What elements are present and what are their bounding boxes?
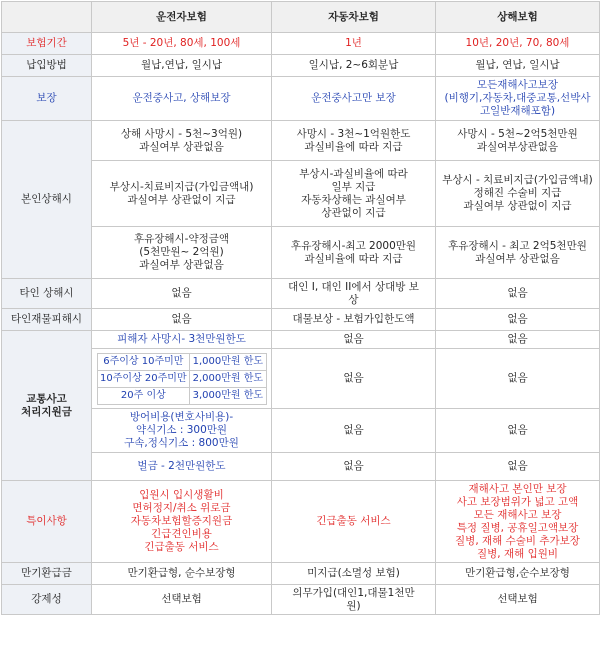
row-label-payment: 납입방법 <box>2 55 92 77</box>
row-special <box>2 481 600 563</box>
row-label-other-injury: 타인 상해시 <box>2 279 92 309</box>
text-line: 후유장해시 - 최고 2억5천만원 <box>448 239 587 252</box>
text-line: 입원시 입시생활비 <box>139 489 224 501</box>
text-line: 긴급출동 서비스 <box>144 541 219 553</box>
row-label-self-injury: 본인상해시 <box>2 121 92 279</box>
row-label-maturity: 만기환급금 <box>2 563 92 585</box>
text-line: 처리지원금 <box>21 405 72 418</box>
cell-maturity-driver: 만기환급형, 순수보장형 <box>92 563 272 585</box>
text-line: 약식기소 : 300만원 <box>135 424 228 436</box>
cell-special-car: 긴급출동 서비스 <box>272 481 436 563</box>
header-injury-insurance: 상해보험 <box>436 2 600 33</box>
cell-injury-period-table <box>92 349 272 409</box>
cell-payment-car: 일시납, 2~6회분납 <box>272 55 436 77</box>
row-self-hurt <box>2 161 600 227</box>
cell-self-disability-car <box>272 227 436 279</box>
cell-other-property-injury: 없음 <box>436 309 600 331</box>
text-line: 구속,정식기소 : 800만원 <box>124 437 239 449</box>
header-car-insurance: 자동차보험 <box>272 2 436 33</box>
cell-accident-injury-3: 없음 <box>436 409 600 453</box>
cell-payment-injury: 월납, 연납, 일시납 <box>436 55 600 77</box>
text-line: 과실여부 상관없음 <box>139 140 224 153</box>
sub-table-row <box>97 353 266 370</box>
coverage-injury-line: 고일반재해포함) <box>479 105 556 117</box>
text-line: 면허정지/취소 위로금 <box>132 502 231 514</box>
cell-self-disability-driver <box>92 227 272 279</box>
cell-mandatory-car <box>272 585 436 615</box>
text-line: (5천만원~ 2억원) <box>139 246 224 258</box>
cell-other-property-driver: 없음 <box>92 309 272 331</box>
text-line: 자동차상해는 과실여부 <box>301 193 406 206</box>
text-line: 질병, 재해 입원비 <box>476 547 558 560</box>
sub-table-row <box>97 387 266 404</box>
text-line: 부상시-과실비율에 따라 <box>299 167 408 180</box>
coverage-injury-line: (비행기,자동차,대중교통,선박사 <box>444 92 591 104</box>
cell-self-death-car <box>272 121 436 161</box>
insurance-comparison-table <box>1 1 600 615</box>
row-accident-fund-2 <box>2 349 600 409</box>
cell-accident-car-4: 없음 <box>272 453 436 481</box>
text-line: 교통사고 <box>26 392 67 405</box>
row-label-other-property: 타인재물피해시 <box>2 309 92 331</box>
row-other-property <box>2 309 600 331</box>
row-self-disability <box>2 227 600 279</box>
text-line: 사고 보장범위가 넓고 고액 <box>456 495 579 508</box>
text-line: 상 <box>348 293 359 306</box>
cell-accident-injury-1: 없음 <box>436 331 600 349</box>
cell-mandatory-injury: 선택보험 <box>436 585 600 615</box>
cell-self-hurt-injury <box>436 161 600 227</box>
cell-fine: 벌금 - 2천만원한도 <box>92 453 272 481</box>
cell-self-death-injury <box>436 121 600 161</box>
cell-accident-car-2: 없음 <box>272 349 436 409</box>
cell-mandatory-driver: 선택보험 <box>92 585 272 615</box>
cell-self-disability-injury <box>436 227 600 279</box>
row-period <box>2 33 600 55</box>
sub-period: 10주이상 20주미만 <box>97 370 190 387</box>
text-line: 재해사고 본인만 보장 <box>468 482 567 495</box>
row-label-mandatory: 강제성 <box>2 585 92 615</box>
row-maturity <box>2 563 600 585</box>
text-line: 방어비용(변호사비용)- <box>129 411 234 423</box>
cell-coverage-injury <box>436 77 600 121</box>
text-line: 일부 지급 <box>331 180 376 193</box>
text-line: 과실여부 상관없이 지급 <box>127 193 236 206</box>
sub-period: 6주이상 10주미만 <box>97 353 190 370</box>
sub-period: 20주 이상 <box>97 387 190 404</box>
row-self-death <box>2 121 600 161</box>
cell-accident-injury-2: 없음 <box>436 349 600 409</box>
cell-other-property-car: 대물보상 - 보험가입한도액 <box>272 309 436 331</box>
text-line: 사망시 - 5천~2억5천만원 <box>457 127 578 140</box>
text-line: 상관없이 지급 <box>321 206 386 219</box>
cell-period-car: 1년 <box>272 33 436 55</box>
text-line: 과실여부상관없음 <box>476 140 559 153</box>
row-accident-fund-3 <box>2 409 600 453</box>
cell-special-driver <box>92 481 272 563</box>
cell-special-injury <box>436 481 600 563</box>
cell-coverage-driver: 운전중사고, 상해보장 <box>92 77 272 121</box>
cell-accident-car-1: 없음 <box>272 331 436 349</box>
cell-self-hurt-car <box>272 161 436 227</box>
text-line: 대인 I, 대인 II에서 상대방 보 <box>288 280 419 293</box>
text-line: 과실비율에 따라 지급 <box>304 140 403 153</box>
cell-maturity-car: 미지급(소멸성 보험) <box>272 563 436 585</box>
text-line: 과실여부 상관없이 지급 <box>463 200 572 212</box>
text-line: 모든 재해사고 보장 <box>473 508 562 521</box>
row-accident-fund-4 <box>2 453 600 481</box>
cell-payment-driver: 월납,연납, 일시납 <box>92 55 272 77</box>
cell-period-injury: 10년, 20년, 70, 80세 <box>436 33 600 55</box>
text-line: 사망시 - 3천~1억원한도 <box>296 127 411 140</box>
text-line: 과실여부 상관없음 <box>139 259 224 271</box>
header-empty <box>2 2 92 33</box>
sub-amount: 2,000만원 한도 <box>190 370 266 387</box>
cell-self-death-driver <box>92 121 272 161</box>
text-line: 자동차보험할증지원금 <box>130 515 233 527</box>
text-line: 과실비율에 따라 지급 <box>304 252 403 265</box>
row-mandatory <box>2 585 600 615</box>
cell-self-hurt-driver <box>92 161 272 227</box>
row-accident-fund-1 <box>2 331 600 349</box>
row-label-coverage: 보장 <box>2 77 92 121</box>
text-line: 부상시 - 치료비지급(가입금액내) <box>442 174 593 186</box>
cell-other-injury-car <box>272 279 436 309</box>
text-line: 긴급견인비용 <box>151 528 212 540</box>
row-payment <box>2 55 600 77</box>
header-row <box>2 2 600 33</box>
text-line: 과실여부 상관없음 <box>475 252 560 265</box>
sub-amount: 3,000만원 한도 <box>190 387 266 404</box>
cell-other-injury-injury: 없음 <box>436 279 600 309</box>
text-line: 후유장해시-약정금액 <box>133 233 230 245</box>
text-line: 질병, 재해 수술비 추가보장 <box>455 534 580 547</box>
row-label-period: 보험기간 <box>2 33 92 55</box>
row-label-accident-fund <box>2 331 92 481</box>
text-line: 후유장해시-최고 2000만원 <box>290 239 417 252</box>
row-other-injury <box>2 279 600 309</box>
cell-other-injury-driver: 없음 <box>92 279 272 309</box>
cell-coverage-car: 운전중사고만 보장 <box>272 77 436 121</box>
cell-victim-death: 피해자 사망시- 3천만원한도 <box>92 331 272 349</box>
cell-accident-injury-4: 없음 <box>436 453 600 481</box>
sub-amount: 1,000만원 한도 <box>190 353 266 370</box>
cell-accident-car-3: 없음 <box>272 409 436 453</box>
cell-lawyer-cost <box>92 409 272 453</box>
sub-table-row <box>97 370 266 387</box>
injury-period-sub-table <box>97 353 267 405</box>
text-line: 특정 질병, 공휴일고액보장 <box>456 521 579 534</box>
row-coverage <box>2 77 600 121</box>
cell-period-driver: 5년 - 20년, 80세, 100세 <box>92 33 272 55</box>
text-line: 의무가입(대인1,대물1천만 <box>292 586 415 599</box>
text-line: 정해진 수술비 지급 <box>473 187 562 199</box>
row-label-special: 특이사항 <box>2 481 92 563</box>
coverage-injury-line: 모든재해사고보장 <box>476 79 559 91</box>
cell-maturity-injury: 만기환급형,순수보장형 <box>436 563 600 585</box>
header-driver-insurance: 운전자보험 <box>92 2 272 33</box>
text-line: 부상시-치료비지급(가입금액내) <box>109 180 254 193</box>
text-line: 원) <box>346 599 361 612</box>
text-line: 상해 사망시 - 5천~3억원) <box>120 127 243 140</box>
